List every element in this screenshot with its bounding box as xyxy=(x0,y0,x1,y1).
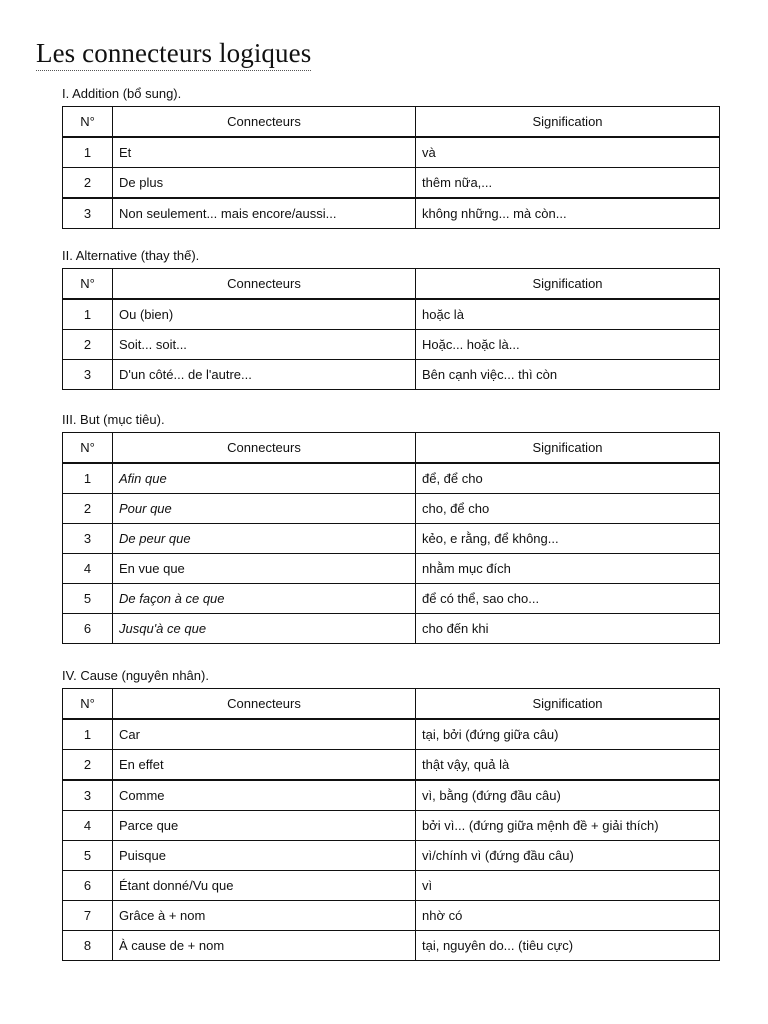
row-connector: De plus xyxy=(113,168,416,199)
header-signification: Signification xyxy=(416,689,720,720)
row-meaning: cho đến khi xyxy=(416,614,720,644)
table-row xyxy=(63,330,720,360)
row-meaning: không những... mà còn... xyxy=(416,198,720,229)
row-connector: Puisque xyxy=(113,841,416,871)
row-number: 4 xyxy=(63,554,113,584)
section-heading: III. But (mục tiêu). xyxy=(62,412,165,427)
row-meaning: hoặc là xyxy=(416,299,720,330)
connector-table xyxy=(62,432,720,644)
row-connector: En vue que xyxy=(113,554,416,584)
row-number: 6 xyxy=(63,614,113,644)
row-connector: En effet xyxy=(113,750,416,781)
row-number: 5 xyxy=(63,841,113,871)
header-connecteurs: Connecteurs xyxy=(113,689,416,720)
table-row xyxy=(63,554,720,584)
header-connecteurs: Connecteurs xyxy=(113,433,416,464)
row-meaning: để, để cho xyxy=(416,463,720,494)
row-number: 2 xyxy=(63,494,113,524)
table-row xyxy=(63,780,720,811)
row-number: 5 xyxy=(63,584,113,614)
row-number: 3 xyxy=(63,198,113,229)
table-row xyxy=(63,901,720,931)
table-row xyxy=(63,841,720,871)
row-meaning: và xyxy=(416,137,720,168)
row-number: 2 xyxy=(63,330,113,360)
table-row xyxy=(63,931,720,961)
row-meaning: Hoặc... hoặc là... xyxy=(416,330,720,360)
row-meaning: nhờ có xyxy=(416,901,720,931)
row-number: 2 xyxy=(63,750,113,781)
connector-table xyxy=(62,688,720,961)
table-header-row xyxy=(63,433,720,464)
row-connector: À cause de + nom xyxy=(113,931,416,961)
page-title: Les connecteurs logiques xyxy=(36,36,311,71)
row-connector: Afin que xyxy=(113,463,416,494)
section-alternative xyxy=(62,248,719,390)
row-connector: Et xyxy=(113,137,416,168)
connector-table xyxy=(62,106,720,229)
row-connector: Comme xyxy=(113,780,416,811)
table-row xyxy=(63,494,720,524)
row-connector: De façon à ce que xyxy=(113,584,416,614)
row-number: 3 xyxy=(63,524,113,554)
row-number: 7 xyxy=(63,901,113,931)
table-row xyxy=(63,463,720,494)
header-connecteurs: Connecteurs xyxy=(113,107,416,138)
section-cause xyxy=(62,668,719,961)
table-header-row xyxy=(63,689,720,720)
table-header-row xyxy=(63,107,720,138)
table-row xyxy=(63,360,720,390)
row-meaning: để có thể, sao cho... xyxy=(416,584,720,614)
table-header-row xyxy=(63,269,720,300)
header-connecteurs: Connecteurs xyxy=(113,269,416,300)
table-row xyxy=(63,719,720,750)
table-row xyxy=(63,811,720,841)
row-connector: Parce que xyxy=(113,811,416,841)
row-meaning: tại, bởi (đứng giữa câu) xyxy=(416,719,720,750)
header-num: N° xyxy=(63,433,113,464)
table-row xyxy=(63,614,720,644)
header-num: N° xyxy=(63,107,113,138)
row-connector: Ou (bien) xyxy=(113,299,416,330)
row-meaning: thật vậy, quả là xyxy=(416,750,720,781)
table-row xyxy=(63,137,720,168)
table-row xyxy=(63,584,720,614)
table-row xyxy=(63,198,720,229)
row-meaning: Bên cạnh việc... thì còn xyxy=(416,360,720,390)
header-num: N° xyxy=(63,689,113,720)
table-row xyxy=(63,750,720,781)
header-signification: Signification xyxy=(416,269,720,300)
row-meaning: nhằm mục đích xyxy=(416,554,720,584)
section-heading: II. Alternative (thay thế). xyxy=(62,248,200,263)
header-signification: Signification xyxy=(416,433,720,464)
row-number: 8 xyxy=(63,931,113,961)
row-number: 1 xyxy=(63,463,113,494)
row-meaning: cho, để cho xyxy=(416,494,720,524)
row-number: 1 xyxy=(63,299,113,330)
row-number: 4 xyxy=(63,811,113,841)
table-row xyxy=(63,299,720,330)
section-addition xyxy=(62,86,719,229)
section-but xyxy=(62,412,719,644)
row-number: 3 xyxy=(63,360,113,390)
row-number: 3 xyxy=(63,780,113,811)
row-number: 1 xyxy=(63,137,113,168)
table-row xyxy=(63,871,720,901)
header-signification: Signification xyxy=(416,107,720,138)
row-number: 6 xyxy=(63,871,113,901)
row-connector: Soit... soit... xyxy=(113,330,416,360)
row-number: 1 xyxy=(63,719,113,750)
row-number: 2 xyxy=(63,168,113,199)
row-meaning: vì/chính vì (đứng đầu câu) xyxy=(416,841,720,871)
header-num: N° xyxy=(63,269,113,300)
row-meaning: tại, nguyên do... (tiêu cực) xyxy=(416,931,720,961)
connector-table xyxy=(62,268,720,390)
row-connector: Non seulement... mais encore/aussi... xyxy=(113,198,416,229)
row-meaning: vì xyxy=(416,871,720,901)
row-connector: De peur que xyxy=(113,524,416,554)
row-connector: Car xyxy=(113,719,416,750)
row-connector: Jusqu'à ce que xyxy=(113,614,416,644)
table-row xyxy=(63,524,720,554)
row-meaning: thêm nữa,... xyxy=(416,168,720,199)
table-row xyxy=(63,168,720,199)
section-heading: IV. Cause (nguyên nhân). xyxy=(62,668,209,683)
row-connector: D'un côté... de l'autre... xyxy=(113,360,416,390)
row-connector: Pour que xyxy=(113,494,416,524)
row-connector: Grâce à + nom xyxy=(113,901,416,931)
row-meaning: vì, bằng (đứng đầu câu) xyxy=(416,780,720,811)
section-heading: I. Addition (bổ sung). xyxy=(62,86,182,101)
row-connector: Étant donné/Vu que xyxy=(113,871,416,901)
row-meaning: kẻo, e rằng, để không... xyxy=(416,524,720,554)
row-meaning: bởi vì... (đứng giữa mệnh đề + giải thích) xyxy=(416,811,720,841)
